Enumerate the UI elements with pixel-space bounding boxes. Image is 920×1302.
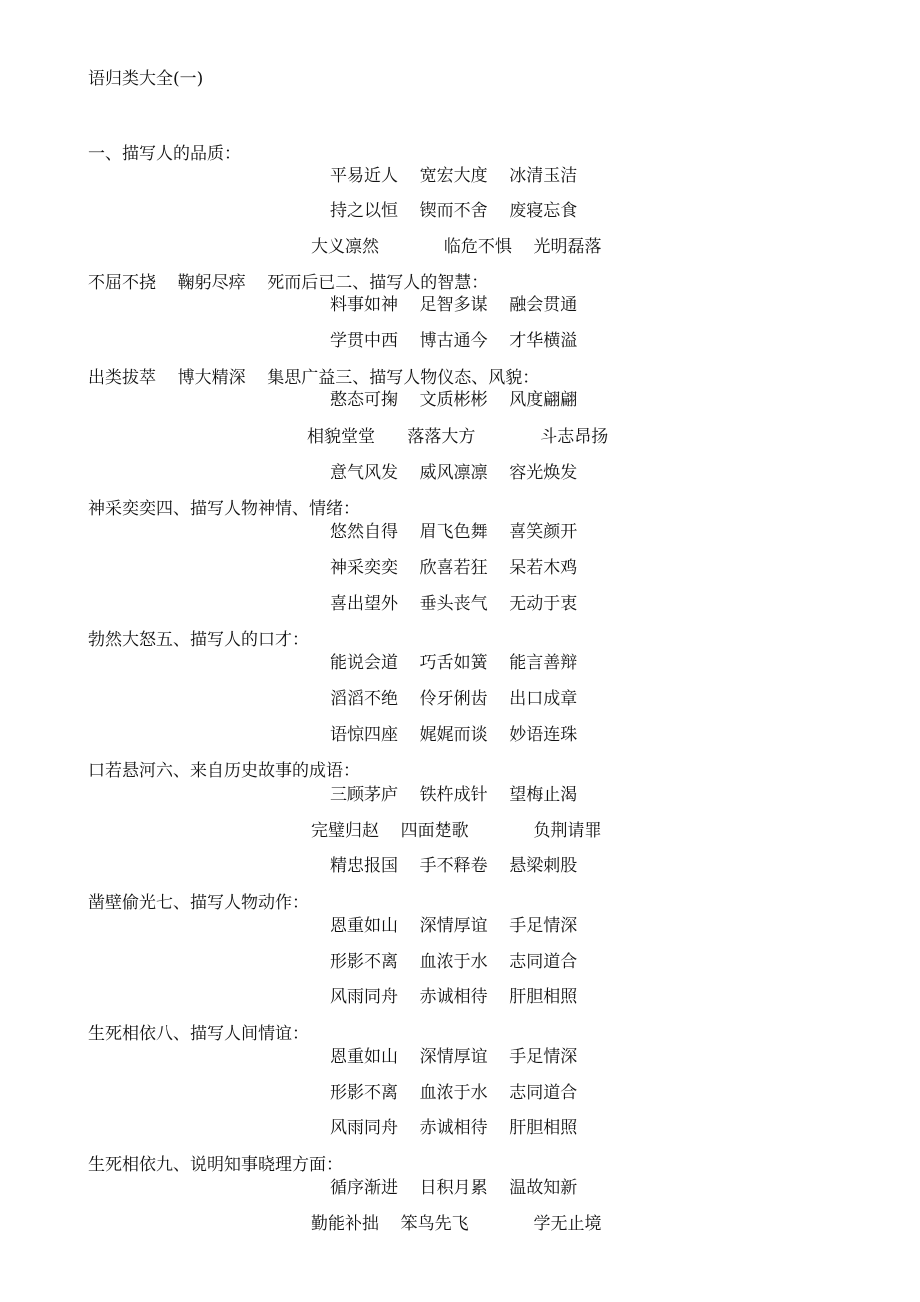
idiom-row: 持之以恒 锲而不舍 废寝忘食 bbox=[330, 201, 578, 221]
idiom-row: 相貌堂堂 落落大方 斗志昂扬 bbox=[307, 427, 609, 447]
idiom-row: 完璧归赵 四面楚歌 负荆请罪 bbox=[311, 821, 602, 841]
idiom-row: 滔滔不绝 伶牙俐齿 出口成章 bbox=[330, 689, 578, 709]
section-heading-line: 神采奕奕四、描写人物神情、情绪： bbox=[88, 499, 360, 519]
idiom-row: 料事如神 足智多谋 融会贯通 bbox=[330, 295, 578, 315]
idiom-row: 悠然自得 眉飞色舞 喜笑颜开 bbox=[330, 522, 578, 542]
idiom-row: 能说会道 巧舌如簧 能言善辩 bbox=[330, 653, 578, 673]
section-heading-line: 生死相依八、描写人间情谊： bbox=[88, 1024, 309, 1044]
idiom-row: 大义凛然 临危不惧 光明磊落 bbox=[311, 237, 602, 257]
idiom-row: 恩重如山 深情厚谊 手足情深 bbox=[330, 916, 578, 936]
section-heading-line: 凿壁偷光七、描写人物动作： bbox=[88, 893, 309, 913]
idiom-row: 恩重如山 深情厚谊 手足情深 bbox=[330, 1047, 578, 1067]
section-heading-line: 一、描写人的品质： bbox=[88, 144, 241, 164]
idiom-row: 勤能补拙 笨鸟先飞 学无止境 bbox=[311, 1214, 602, 1234]
idiom-row: 喜出望外 垂头丧气 无动于衷 bbox=[330, 594, 578, 614]
idiom-row: 精忠报国 手不释卷 悬梁刺股 bbox=[330, 856, 578, 876]
section-heading-line: 口若悬河六、来自历史故事的成语： bbox=[88, 761, 360, 781]
section-heading-line: 勃然大怒五、描写人的口才： bbox=[88, 630, 309, 650]
document-title: 语归类大全(一) bbox=[88, 69, 204, 89]
idiom-row: 学贯中西 博古通今 才华横溢 bbox=[330, 331, 578, 351]
section-heading-line: 生死相依九、说明知事晓理方面： bbox=[88, 1155, 343, 1175]
idiom-row: 风雨同舟 赤诚相待 肝胆相照 bbox=[330, 1118, 578, 1138]
section-heading-line: 出类拔萃 博大精深 集思广益三、描写人物仪态、风貌： bbox=[88, 368, 540, 388]
idiom-row: 循序渐进 日积月累 温故知新 bbox=[330, 1178, 578, 1198]
idiom-row: 形影不离 血浓于水 志同道合 bbox=[330, 1083, 578, 1103]
idiom-row: 意气风发 威风凛凛 容光焕发 bbox=[330, 463, 578, 483]
idiom-row: 三顾茅庐 铁杵成针 望梅止渴 bbox=[330, 785, 578, 805]
idiom-row: 风雨同舟 赤诚相待 肝胆相照 bbox=[330, 987, 578, 1007]
idiom-row: 形影不离 血浓于水 志同道合 bbox=[330, 952, 578, 972]
idiom-row: 憨态可掬 文质彬彬 风度翩翩 bbox=[330, 390, 578, 410]
idiom-row: 语惊四座 娓娓而谈 妙语连珠 bbox=[330, 725, 578, 745]
idiom-row: 神采奕奕 欣喜若狂 呆若木鸡 bbox=[330, 558, 578, 578]
idiom-row: 平易近人 宽宏大度 冰清玉洁 bbox=[330, 166, 578, 186]
section-heading-line: 不屈不挠 鞠躬尽瘁 死而后已二、描写人的智慧： bbox=[88, 273, 489, 293]
